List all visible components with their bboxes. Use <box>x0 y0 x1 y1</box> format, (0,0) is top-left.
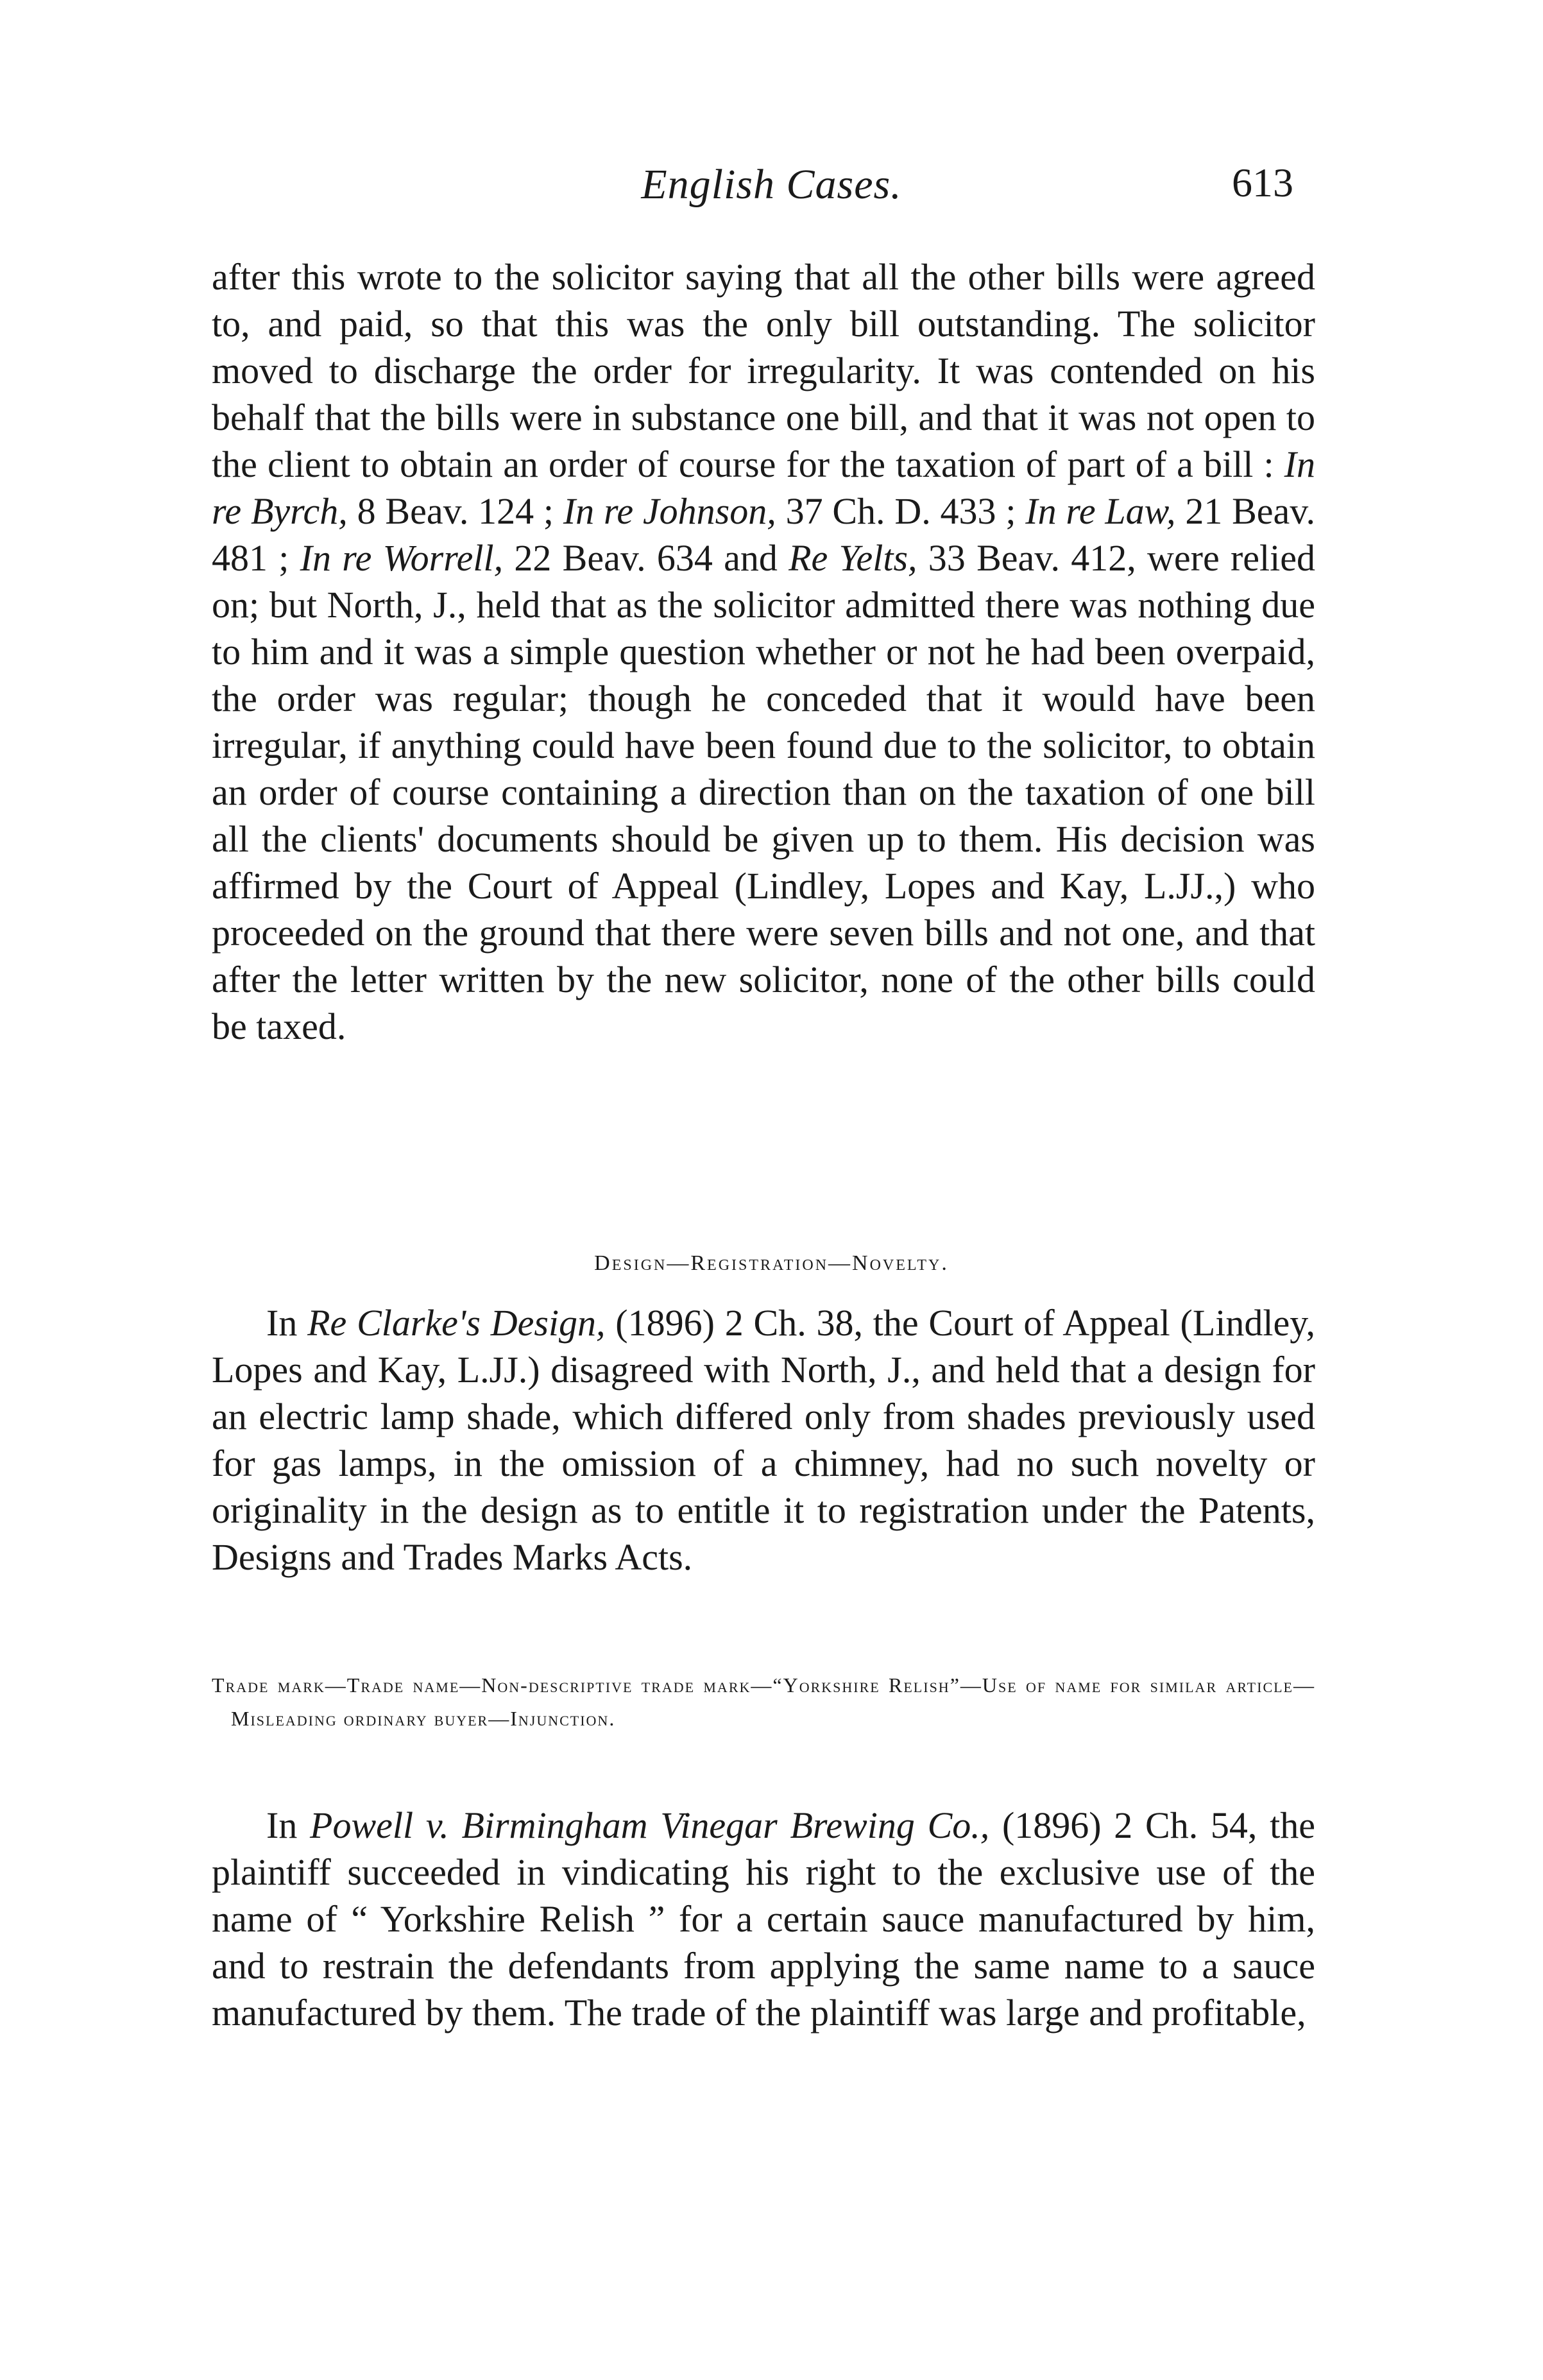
case-citation-law: In re Law, <box>1025 490 1176 532</box>
paragraph-text: 33 Beav. 412, were relied on; but North, J., held that as the solicitor admitted there was nothing due to him and it was a simple question whether or not he had been overpaid, the order was regular; though he conceded that it would have been irregular, if anything could have been found due to the solicitor, to obtain an order of course containing a direction than on the taxation of one bill all the clients' documents should be given up to them. His decision was affirmed by the Court of Appeal (Lindley, Lopes and Kay, L.JJ.,) who proceeded on the ground that there were seven bills and not one, and that after the letter written by the new solicitor, none of the other bills could be taxed. <box>212 537 1315 1047</box>
case-citation-johnson: In re Johnson, <box>563 490 776 532</box>
paragraph-text: after this wrote to the solicitor saying that all the other bills were agreed to, and paid, so that this was the only bill outstanding. The solicitor moved to discharge the order for irregularity. It was contended on his behalf that the bills were in substance one bill, and that it was not open to the client to obtain an order of course for the taxation of part of a bill : <box>212 256 1315 485</box>
citation-text: 21 Beav. 481 ; <box>212 490 1316 579</box>
paragraph-text: (1896) 2 Ch. 38, the Court of Appeal (Lindley, Lopes and Kay, L.JJ.) disagreed with North, J., and held that a design for an electric lamp shade, which differed only from shades previously used for gas lamps, in the omission of a chimney, had no such novelty or originality in the design as to entitle it to registration under the Patents, Designs and Trades Marks Acts. <box>212 1302 1315 1578</box>
section-heading-trade-mark: Trade mark—Trade name—Non-descriptive trade mark—“Yorkshire Relish”—Use of name for similar article—Misleading ordinary buyer—Injunction. <box>212 1674 1315 1730</box>
paragraph-design <box>212 1299 1315 1580</box>
case-citation-worrell: In re Worrell, <box>300 537 504 579</box>
section-heading-design: Design—Registration—Novelty. <box>594 1251 949 1275</box>
paper-speck <box>1501 2089 1508 2095</box>
case-citation-byrch: In re Byrch, <box>212 443 1315 532</box>
case-citation-clarke: Re Clarke's Design, <box>307 1302 606 1344</box>
citation-text: 22 Beav. 634 and <box>503 537 789 579</box>
page-number: 613 <box>1232 160 1293 205</box>
paragraph-continued <box>212 253 1315 1050</box>
case-citation-yelts: Re Yelts, <box>789 537 917 579</box>
paragraph-lead: In <box>266 1804 311 1846</box>
citation-text: 37 Ch. D. 433 ; <box>776 490 1026 532</box>
paragraph-trade-mark <box>212 1802 1315 2036</box>
citation-text: 8 Beav. 124 ; <box>347 490 563 532</box>
case-citation-powell: Powell v. Birmingham Vinegar Brewing Co., <box>310 1804 990 1846</box>
running-title: English Cases. <box>641 161 902 208</box>
paragraph-lead: In <box>266 1302 308 1344</box>
paragraph-text: (1896) 2 Ch. 54, the plaintiff succeeded in vindicating his right to the exclusive use of the name of “ Yorkshire Relish ” for a certain sauce manufactured by him, and to restrain the defendants from applying the same name to a sauce manufactured by them. The trade of the plaintiff was large and profitable, <box>212 1804 1315 2033</box>
